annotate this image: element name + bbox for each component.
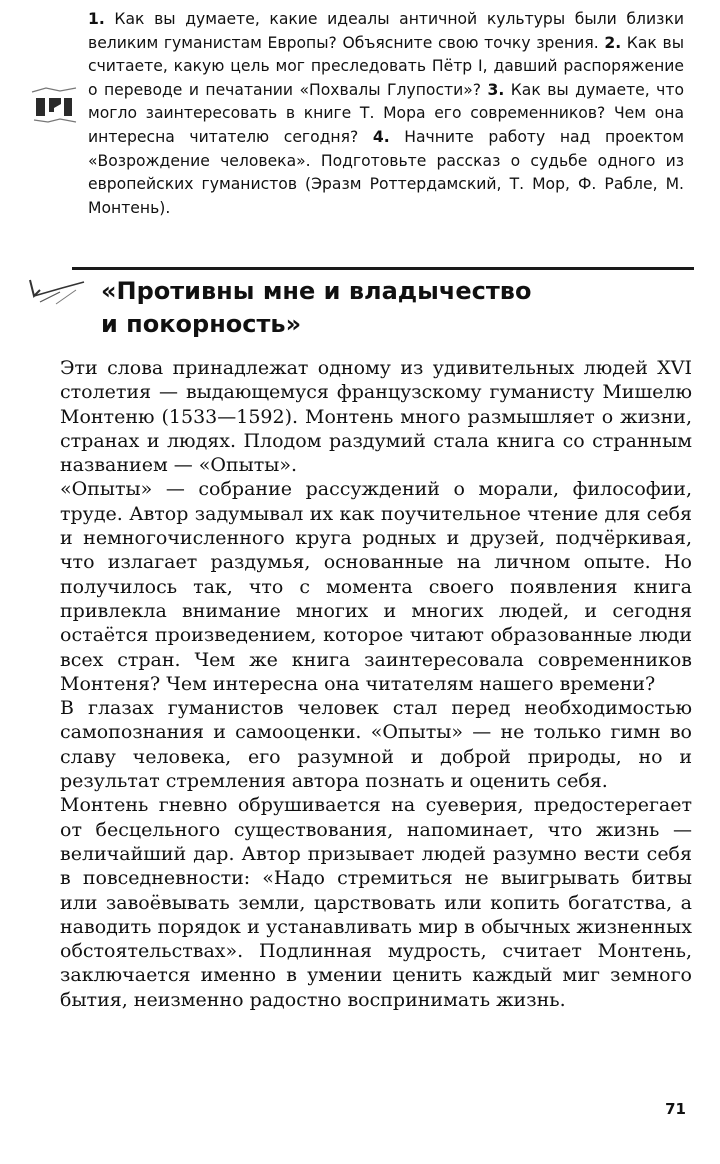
question-3-number: 3.: [487, 80, 505, 99]
section-title: [101, 275, 681, 341]
question-2-text: Как вы считаете, какую цель мог преследовать Пётр I, давший распоряжение о переводе и печатании «Похвалы Глупости»?: [88, 33, 685, 99]
section-title-line-1: «Противны мне и владычество: [101, 277, 532, 305]
paragraph-4: Монтень гневно обрушивается на суеверия, предостерегает от бесцельного существования, напоминает, что жизнь — величайший дар. Автор призывает людей разумно вести себя в повседневности: «Надо стремиться не выигрывать битвы или завоёвывать земли, царствовать или копить богатства, а наводить порядок и устанавливать мир в обычных жизненных обстоятельствах». Подлинная мудрость, считает Монтень, заключается именно в умении ценить каждый миг земного бытия, неизменно радостно воспринимать жизнь.: [60, 794, 692, 1011]
body-text: [60, 356, 692, 1012]
question-1-number: 1.: [88, 10, 105, 28]
section-title-line-2: и покорность»: [101, 310, 302, 338]
question-4-text: Начните работу над проектом «Возрождение человека». Подготовьте рассказ о судьбе одного из европейских гуманистов (Эразм Роттердамский, Т. Мор, Ф. Рабле, М. Монтень).: [88, 127, 684, 217]
page-number: 71: [665, 1100, 686, 1118]
question-2-number: 2.: [604, 33, 622, 52]
paragraph-1: Эти слова принадлежат одному из удивительных людей XVI столетия — выдающемуся французскому гуманисту Мишелю Монтеню (1533—1592). Монтень много размышляет о жизни, странах и людях. Плодом раздумий стала книга со странным названием — «Опыты».: [60, 357, 692, 477]
question-4-number: 4.: [372, 127, 390, 146]
paragraph-2: «Опыты» — собрание рассуждений о морали, философии, труде. Автор задумывал их как поучительное чтение для себя и немногочисленного круга родных и друзей, подчёркивая, что излагает раздумья, основанные на личном опыте. Но получилось так, что с момента своего появления книга привлекла внимание многих и многих людей, и сегодня остаётся произведением, которое читают образованные люди всех стран. Чем же книга заинтересовала современников Монтеня? Чем интересна она читателям нашего времени?: [60, 478, 692, 695]
question-1-text: Как вы думаете, какие идеалы античной культуры были близки великим гуманистам Европы? Объясните свою точку зрения.: [88, 10, 684, 52]
section-arrow-icon: [26, 276, 86, 316]
question-3-text: Как вы думаете, что могло заинтересовать в книге Т. Мора его современников? Чем она интересна читателю сегодня?: [88, 80, 684, 146]
questions-marker-icon: [30, 86, 80, 126]
section-divider: [72, 267, 694, 270]
paragraph-3: В глазах гуманистов человек стал перед необходимостью самопознания и самооценки. «Опыты» — не только гимн во славу человека, его разумной и доброй природы, но и результат стремления автора познать и оценить себя.: [60, 697, 692, 793]
questions-block: [88, 8, 684, 220]
